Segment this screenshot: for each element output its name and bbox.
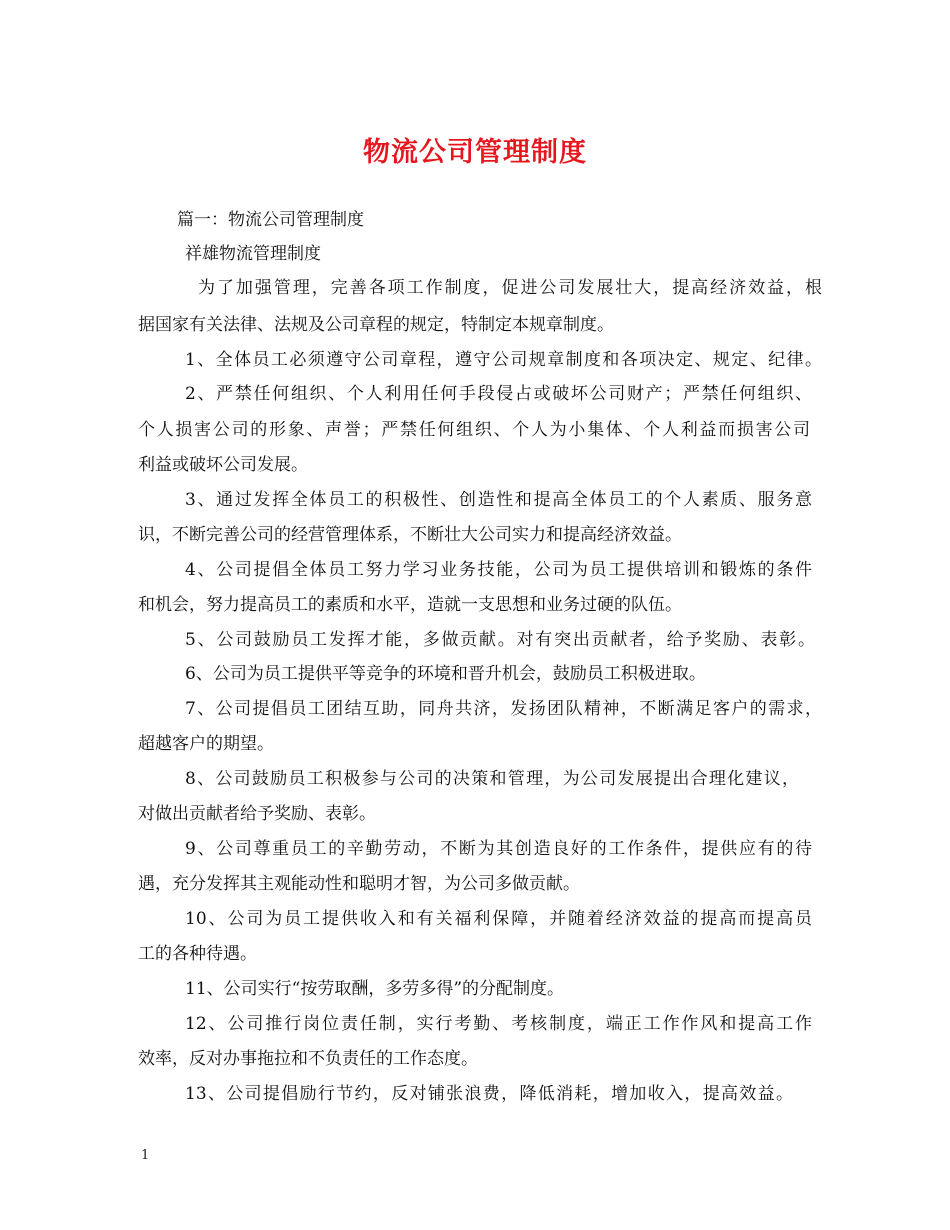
paragraph-line: 效率，反对办事拖拉和不负责任的工作态度。 [138,1049,478,1069]
subheading: 祥雄物流管理制度 [185,244,321,264]
document-title: 物流公司管理制度 [363,137,587,168]
paragraph-line: 为了加强管理，完善各项工作制度，促进公司发展壮大，提高经济效益，根 [198,278,822,298]
paragraph-line: 5、公司鼓励员工发挥才能，多做贡献。对有突出贡献者，给予奖励、表彰。 [185,630,815,650]
paragraph-line: 据国家有关法律、法规及公司章程的规定，特制定本规章制度。 [138,315,614,335]
paragraph-line: 4、公司提倡全体员工努力学习业务技能，公司为员工提供培训和锻炼的条件 [185,560,812,580]
paragraph-line: 10、公司为员工提供收入和有关福利保障，并随着经济效益的提高而提高员 [185,909,812,929]
paragraph-line: 8、公司鼓励员工积极参与公司的决策和管理，为公司发展提出合理化建议， [185,769,799,789]
paragraph-line: 利益或破坏公司发展。 [138,455,308,475]
paragraph-line: 3、通过发挥全体员工的积极性、创造性和提高全体员工的个人素质、服务意 [185,490,812,510]
paragraph-line: 1、全体员工必须遵守公司章程，遵守公司规章制度和各项决定、规定、纪律。 [185,350,822,370]
paragraph-line: 超越客户的期望。 [138,734,274,754]
paragraph-line: 识，不断完善公司的经营管理体系，不断壮大公司实力和提高经济效益。 [138,525,682,545]
paragraph-line: 个人损害公司的形象、声誉；严禁任何组织、个人为小集体、个人利益而损害公司 [138,420,810,440]
paragraph-line: 对做出贡献者给予奖励、表彰。 [138,804,376,824]
paragraph-line: 12、公司推行岗位责任制，实行考勤、考核制度，端正工作作风和提高工作 [185,1014,812,1034]
paragraph-line: 和机会，努力提高员工的素质和水平，造就一支思想和业务过硬的队伍。 [138,595,682,615]
section-heading: 篇一：物流公司管理制度 [177,210,364,230]
paragraph-line: 工的各种待遇。 [138,944,257,964]
paragraph-line: 9、公司尊重员工的辛勤劳动，不断为其创造良好的工作条件，提供应有的待 [185,839,812,859]
paragraph-line: 2、严禁任何组织、个人利用任何手段侵占或破坏公司财产；严禁任何组织、 [185,384,812,404]
paragraph-line: 11、公司实行“按劳取酬，多劳多得”的分配制度。 [185,979,565,999]
paragraph-line: 13、公司提倡励行节约，反对铺张浪费，降低消耗，增加收入，提高效益。 [185,1084,793,1104]
paragraph-line: 6、公司为员工提供平等竞争的环境和晋升机会，鼓励员工积极进取。 [185,664,706,684]
page-number: 1 [141,1148,150,1163]
paragraph-line: 遇，充分发挥其主观能动性和聪明才智，为公司多做贡献。 [138,874,580,894]
paragraph-line: 7、公司提倡员工团结互助，同舟共济，发扬团队精神，不断满足客户的需求， [185,699,822,719]
